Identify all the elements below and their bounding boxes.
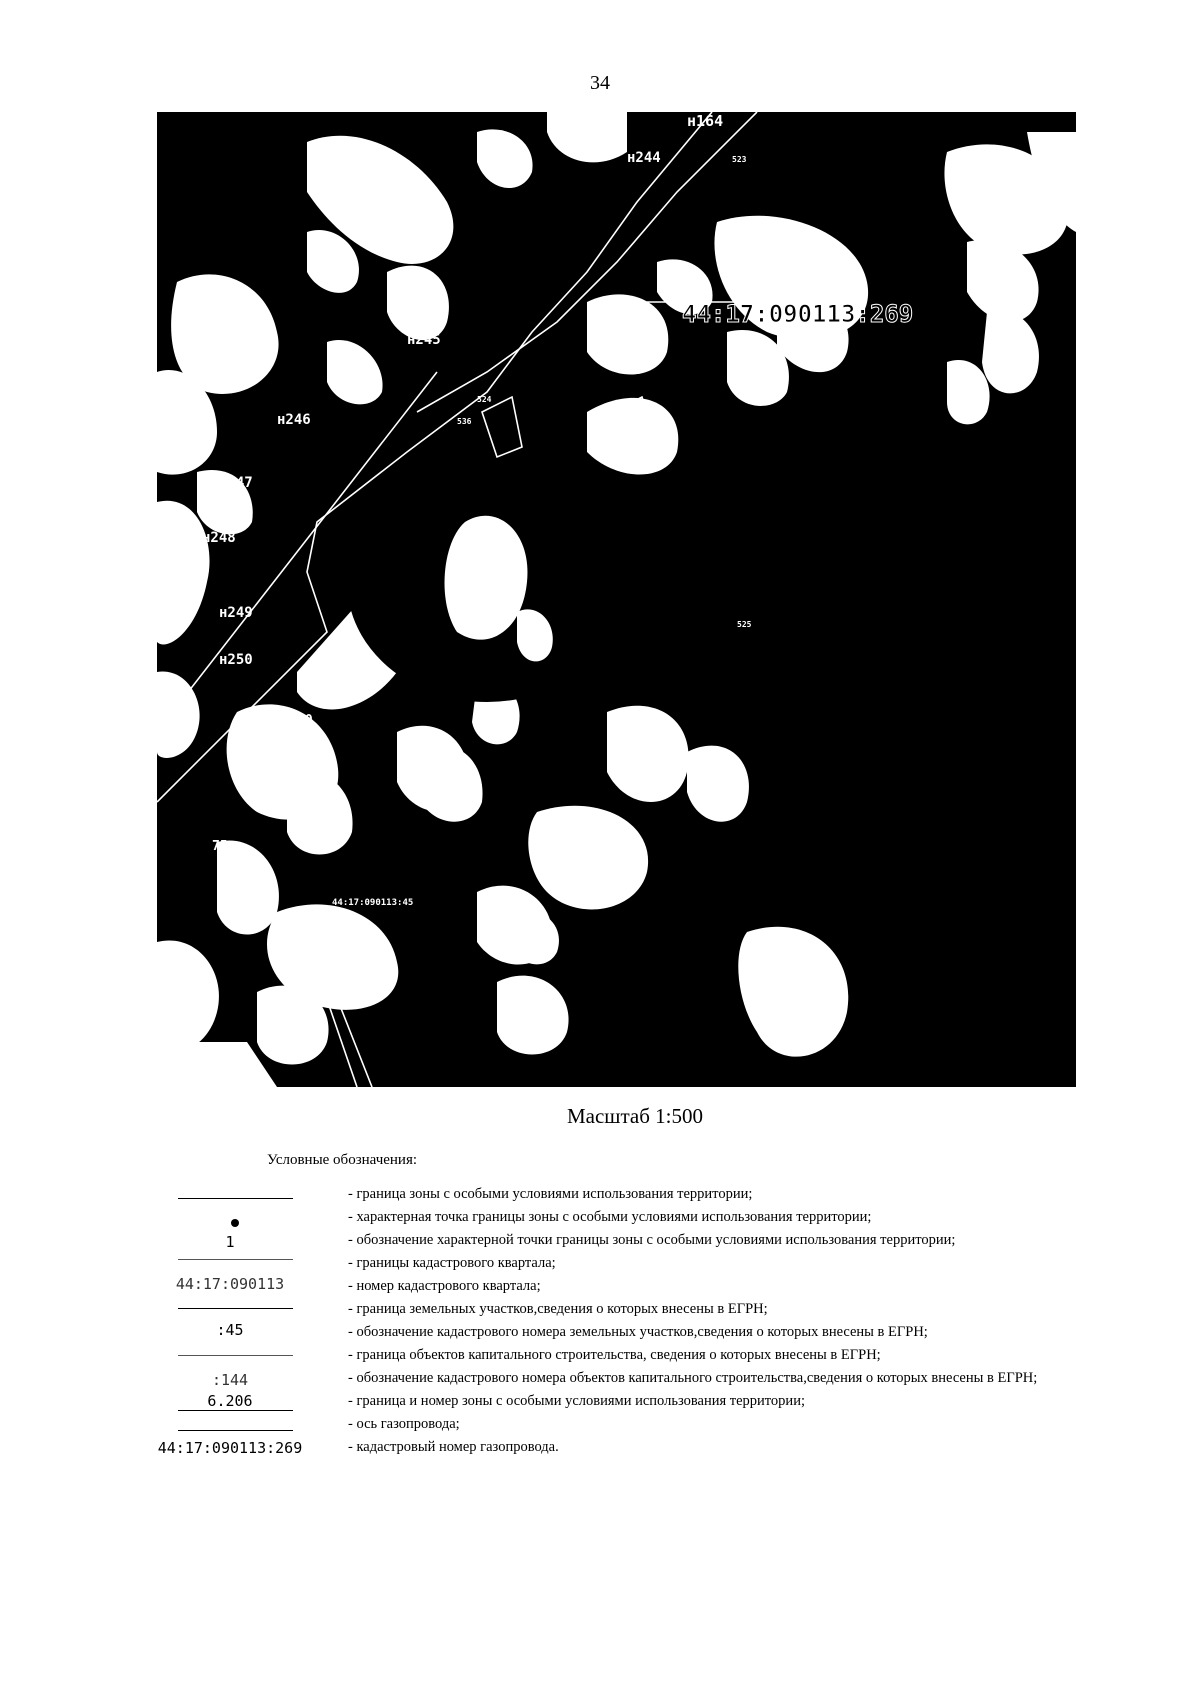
legend-item (150, 1209, 1080, 1232)
page-number: 34 (590, 72, 610, 94)
land-cadastral-label: 44:17:090113:45 (332, 898, 414, 908)
point-label-535: 535 (307, 963, 322, 972)
point-label-n164: н164 (687, 112, 724, 130)
point-label-n249: н249 (219, 605, 253, 621)
legend-item (150, 1186, 1080, 1209)
point-label-n250: н250 (219, 652, 253, 668)
legend-title: Условные обозначения: (267, 1152, 418, 1168)
legend-symbol-point-label: 1 (225, 1233, 235, 1251)
map-scale: Масштаб 1:500 (566, 1104, 703, 1128)
map-image (157, 112, 1076, 1087)
point-label-536: 536 (457, 417, 472, 426)
legend-item (150, 1416, 1080, 1439)
legend-item (150, 1370, 1080, 1393)
legend-symbol-zone-boundary (150, 1186, 310, 1209)
legend-symbol-zone-number: 6.206 (207, 1392, 253, 1410)
legend-item-text: - границы кадастрового квартала; (348, 1255, 556, 1271)
legend-symbol-building-number: :144 (211, 1371, 249, 1389)
legend-item-text: - граница и номер зоны с особыми условиями использования территории; (348, 1393, 805, 1409)
legend-item-text: - обозначение кадастрового номера земельных участков,сведения о которых внесены в ЕГРН; (348, 1324, 928, 1340)
legend-item-text: - номер кадастрового квартала; (348, 1278, 541, 1294)
legend-symbol-land-number: :45 (216, 1321, 244, 1339)
point-label-75: 75 (212, 839, 228, 854)
legend-item-text: - ось газопровода; (348, 1416, 460, 1432)
point-label-643: 643 (157, 741, 181, 756)
map-svg (157, 112, 1076, 1087)
point-label-524: 524 (477, 395, 492, 404)
point-label-523: 523 (732, 155, 747, 164)
legend-item-text: - обозначение характерной точки границы зоны с особыми условиями использования территории; (348, 1232, 956, 1248)
legend-symbol-point (150, 1209, 310, 1232)
legend-symbol-gas-cadastral: 44:17:090113:269 (157, 1439, 303, 1457)
legend-item-text: - граница объектов капитального строительства, сведения о которых внесены в ЕГРН; (348, 1347, 881, 1363)
legend-item-text: - граница земельных участков,сведения о которых внесены в ЕГРН; (348, 1301, 768, 1317)
gas-pipeline-cadastral-label: 44:17:090113:269 (682, 300, 914, 328)
point-label-n247: н247 (219, 475, 253, 491)
legend-symbol-gas-axis (150, 1416, 310, 1439)
point-label-n244: н244 (627, 150, 661, 166)
legend-item-text: - характерная точка границы зоны с особыми условиями использования территории; (348, 1209, 872, 1225)
legend-symbol-building-boundary (150, 1347, 310, 1370)
legend-item-text: - обозначение кадастрового номера объектов капитального строительства,сведения о которых внесены в ЕГРН; (348, 1370, 1038, 1386)
point-label-n245: н245 (407, 332, 441, 348)
point-label-544: 544 (287, 988, 302, 997)
point-label-n248: н248 (202, 530, 236, 546)
point-label-60: 60 (297, 713, 313, 728)
legend-symbol-quarter-number: 44:17:090113 (175, 1275, 285, 1293)
point-label-n246: н246 (277, 412, 311, 428)
point-label-525: 525 (737, 620, 752, 629)
legend-item (150, 1232, 1080, 1255)
point-dot-icon (231, 1219, 239, 1227)
legend-item-text: - кадастровый номер газопровода. (348, 1439, 559, 1455)
legend-item (150, 1347, 1080, 1370)
legend-item (150, 1439, 1080, 1462)
legend-item (150, 1393, 1080, 1416)
legend-item (150, 1275, 1080, 1301)
legend-item (150, 1321, 1080, 1347)
legend-item-text: - граница зоны с особыми условиями использования территории; (348, 1186, 753, 1202)
